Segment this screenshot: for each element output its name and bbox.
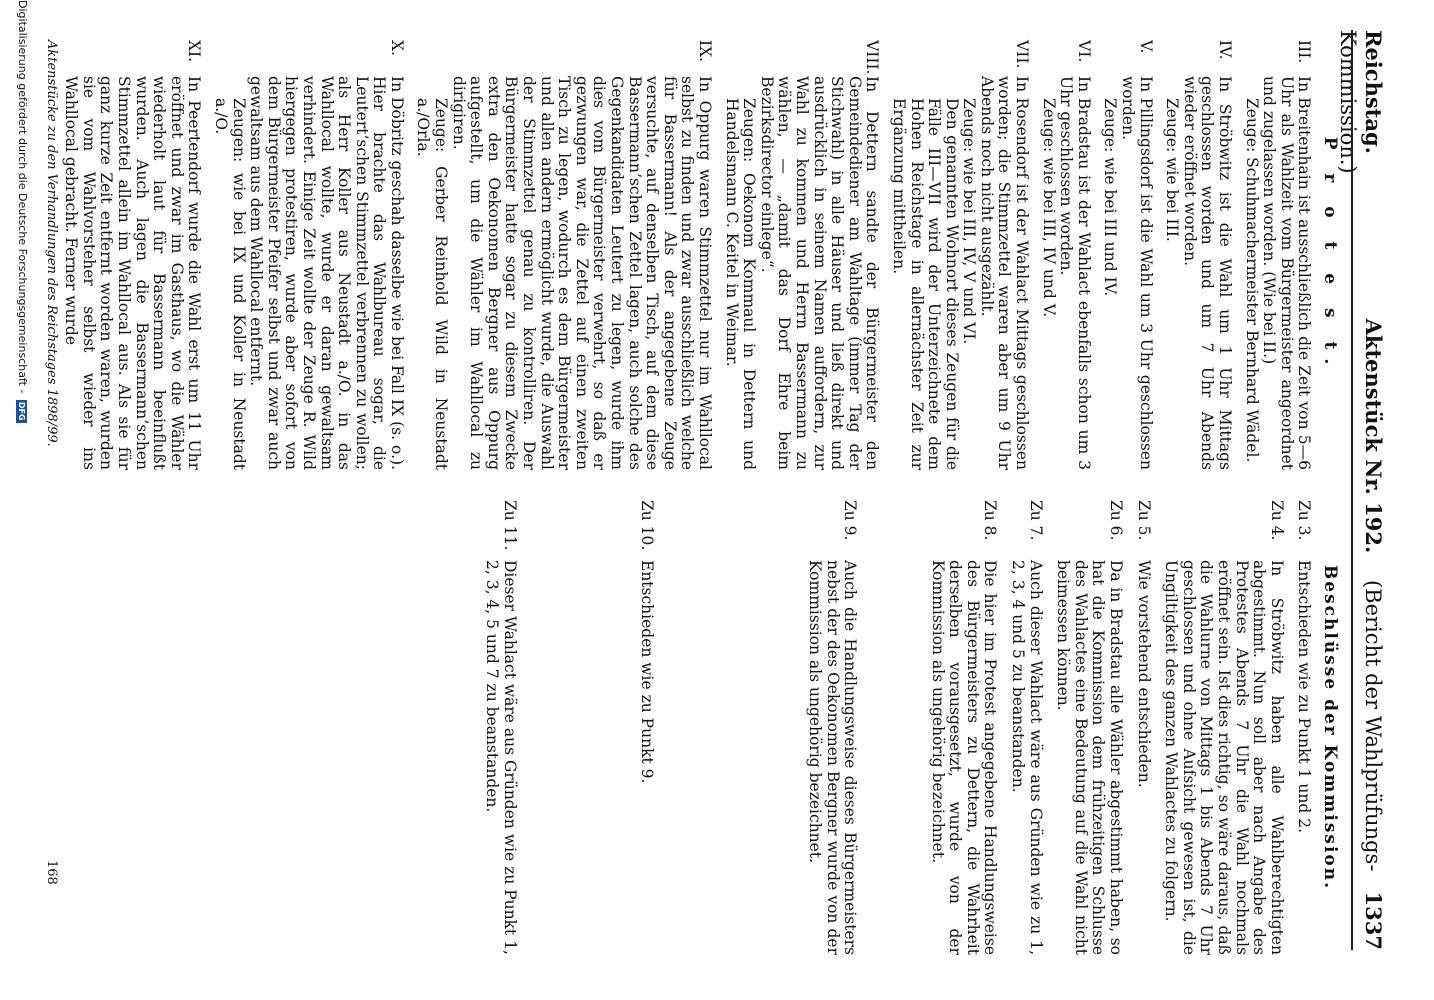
item-mark: XI.: [185, 40, 204, 63]
item-text: In Döbritz geschah dasselbe wie bei Fall IX (s. o.). Hier brachte das Wahlbureau sogar, die Leutert’schen Stimmzettel verbrennen zu wollen; als Herr Koller aus Neustadt a./O. in das Wahllocal wollte, wurde er daran gewaltsam verhindert. Einige Zeit wollte der Zeuge R. Wild hiergegen protestiren, wurde aber sofort von dem Bürgermeister Pfeifer selbst und zwar auch gewaltsam aus dem Wahllocal entfernt.: [247, 76, 406, 470]
item-note: Den genannten Wohnort dieses Zeugen für die Fälle III—VII wird der Unterzeichnete dem Hohen Reichstage in allernächster Zeit zur Ergänzung mittheilen.: [889, 98, 961, 470]
decision-text: Auch die Handlungsweise dieses Bürgermeisters nebst der des Oekonomen Bergner wurde von der Kommission als ungehörig bezeichnet.: [805, 560, 860, 955]
protest-item: [414, 40, 713, 470]
decision-text: In Ströbwitz haben alle Wahlberechtigten abgestimmt. Nun soll aber nach Angabe des Protestes Abends 7 Uhr die Wahl nochmals eröffnet sein. Ist dies richtig, so wäre daraus, daß die Wahlurne von Mittags 1 bis Abends 7 Uhr geschlossen und ohne Aufsicht gewesen ist, die Ungiltigkeit des ganzen Wahlactes zu folgern.: [1162, 560, 1286, 955]
item-mark: VII.: [1013, 40, 1032, 69]
decision-item: [1009, 500, 1044, 955]
decision-text: Da in Bradstau alle Wähler abgestimmt haben, so hat die Kommission dem frühzeitigen Schlusse des Wahlactes eine Bedeutung auf die Wahl nicht beimessen können.: [1054, 560, 1126, 955]
item-mark: IV.: [1216, 40, 1235, 60]
decision-mark: Zu 5.: [1134, 500, 1153, 541]
dfg-logo-icon: DFG: [17, 401, 26, 421]
header-page-number: 1337: [1361, 891, 1386, 950]
decision-item: [1054, 500, 1124, 955]
item-text: In Dettern sandte der Bürgermeister den Gemeindediener am Wahltage (immer Tag der Stichwahl) in alle Häuser und ließ direkt und ausdrücklich in seinem Namen auffordern, zur Wahl zu kommen und Herrn Bassermann zu wählen, — „damit das Dorf Ehre beim Bezirksdirector einlege“.: [757, 76, 882, 470]
item-text: In Pillingsdorf ist die Wahl um 3 Uhr geschlossen worden.: [1119, 76, 1155, 470]
item-mark: X.: [387, 40, 406, 56]
item-witness: Zeuge: wie bei III und IV.: [1101, 98, 1120, 297]
decision-text: Auch dieser Wahlact wäre aus Gründen wie zu 1, 2, 3, 4 und 5 zu beanstanden.: [1009, 560, 1045, 955]
decision-text: Entschieden wie zu Punkt 1 und 2.: [1295, 560, 1314, 834]
digitization-text: Digitalisierung gefördert durch die Deutsche Forschungsgemeinschaft -: [16, 0, 29, 394]
item-mark: V.: [1136, 40, 1155, 54]
protest-item: [1039, 40, 1092, 470]
protest-column: [53, 40, 1344, 470]
item-mark: III.: [1295, 40, 1314, 64]
item-witness: Zeuge: wie bei III, IV und V.: [1039, 98, 1058, 318]
item-witness: Zeugen: Oekonom Kommaul in Dettern und Handelsmann C. Keitel in Weimar.: [722, 98, 759, 470]
item-witness: Zeuge: Schuhmachermeister Bernhard Wädel.: [1242, 98, 1261, 463]
protest-item: [62, 40, 203, 470]
protest-item: [1242, 40, 1312, 470]
decision-text: Die hier im Protest angegebene Handlungsweise des Bürgermeisters zu Dettern, die Wahrheit derselben vorausgesetzt, wurde von der Kommission als ungehörig bezeichnet.: [928, 560, 1000, 955]
item-witness: Zeuge: Gerber Reinhold Wild in Neustadt a./Orla.: [414, 98, 451, 470]
item-witness: Zeuge: wie bei III, IV, V und VI.: [960, 98, 979, 345]
protest-item: [1101, 40, 1154, 470]
protest-item: [722, 40, 880, 470]
decision-item: [805, 500, 858, 955]
item-text: In Breitenhain ist ausschließlich die Zeit von 5—6 Uhr als Wahlzeit vom Bürgermeister angeordnet und zugelassen worden. (Wie bei II.): [1260, 76, 1314, 470]
decision-item: [483, 500, 518, 955]
header-subtitle: (Bericht der Wahlprüfungs-Kommission.): [1336, 30, 1385, 872]
item-text: In Bradstau ist der Wahlact ebenfalls schon um 3 Uhr geschlossen worden.: [1057, 76, 1093, 470]
header-document-number: Aktenstück Nr. 192.: [1361, 318, 1386, 554]
item-text: In Rosendorf ist der Wahlact Mittags geschlossen worden; die Stimmzettel waren aber um 9 Uhr Abends noch nicht ausgezählt.: [977, 76, 1032, 470]
decision-mark: Zu 4.: [1267, 500, 1286, 541]
decision-text: Entschieden wie zu Punkt 9.: [638, 560, 657, 784]
decision-item: [928, 500, 998, 955]
decision-mark: Zu 7.: [1026, 500, 1045, 541]
footer-page-number: 168: [44, 860, 59, 885]
decision-text: Dieser Wahlact wäre aus Gründen wie zu Punkt 1, 2, 3, 4, 5 und 7 zu beanstanden.: [483, 560, 519, 955]
digitization-note: [16, 0, 29, 423]
commission-column: [473, 500, 1344, 955]
item-text: In Ströbwitz ist die Wahl um 1 Uhr Mittags geschlossen worden und um 7 Uhr Abends wieder eröffnet worden.: [1180, 76, 1235, 470]
protest-item: [211, 40, 405, 470]
decision-item: [638, 500, 656, 955]
decision-mark: Zu 9.: [841, 500, 860, 541]
decision-mark: Zu 11.: [500, 500, 519, 551]
decision-item: [1162, 500, 1285, 955]
decision-mark: Zu 10.: [638, 500, 657, 551]
item-witness: Zeuge: wie bei III.: [1163, 98, 1182, 242]
commission-title: Beschlüsse der Kommission.: [1320, 564, 1340, 891]
protest-title: P r o t e s t.: [1320, 136, 1340, 374]
header-left: Reichstag.: [1361, 30, 1386, 154]
item-witness: Zeugen: wie bei IX und Koller in Neustadt a./O.: [211, 98, 248, 470]
decision-item: [1295, 500, 1313, 955]
decision-mark: Zu 3.: [1295, 500, 1314, 541]
protest-item: [889, 40, 1030, 470]
item-mark: VIII.: [863, 40, 882, 75]
item-mark: IX.: [696, 40, 714, 63]
decision-mark: Zu 8.: [981, 500, 1000, 541]
decision-mark: Zu 6.: [1107, 500, 1126, 541]
item-text: In Peertendorf wurde die Wahl erst um 11 Uhr eröffnet und zwar im Gasthaus, wo die Wähler wiederholt laut für Bassermann beeinflußt wurden. Auch lagen die Bassermann’schen Stimmzettel allein im Wahllocal aus. Als sie für ganz kurze Zeit entfernt worden waren, wurden sie vom Wahlvorsteher selbst wieder ins Wahllocal gebracht. Ferner wurde: [62, 76, 204, 470]
decision-item: [1134, 500, 1152, 955]
item-mark: VI.: [1074, 40, 1093, 63]
protest-item: [1163, 40, 1233, 470]
decision-text: Wie vorstehend entschieden.: [1134, 560, 1153, 788]
footer-source: Aktenstücke zu den Verhandlungen des Reichstages 1898/99.: [44, 40, 59, 447]
header-rule: [1351, 30, 1353, 950]
item-text: In Oppurg waren Stimmzettel nur im Wahllocal selbst zu finden und zwar ausschließlich welche für Bassermann! Als der angegebene Zeuge versuchte, auf denselben Tisch, auf dem diese Bassermann’schen Zettel lagen, auch solche des Gegenkandidaten Leutert zu legen, wurde ihm dies vom Bürgermeister verwehrt, so daß er gezwungen war, die Zettel auf einen zweiten Tisch zu legen, wodurch es dem Bürgermeister und allen andern ermöglicht wurde, die Auswahl der Stimmzettel genau zu kontrolliren. Der Bürgermeister hatte sogar zu diesem Zwecke extra den Oekonomen Bergner aus Oppurg aufgestellt, um die Wähler im Wahllocal zu dirigiren.: [449, 76, 714, 470]
